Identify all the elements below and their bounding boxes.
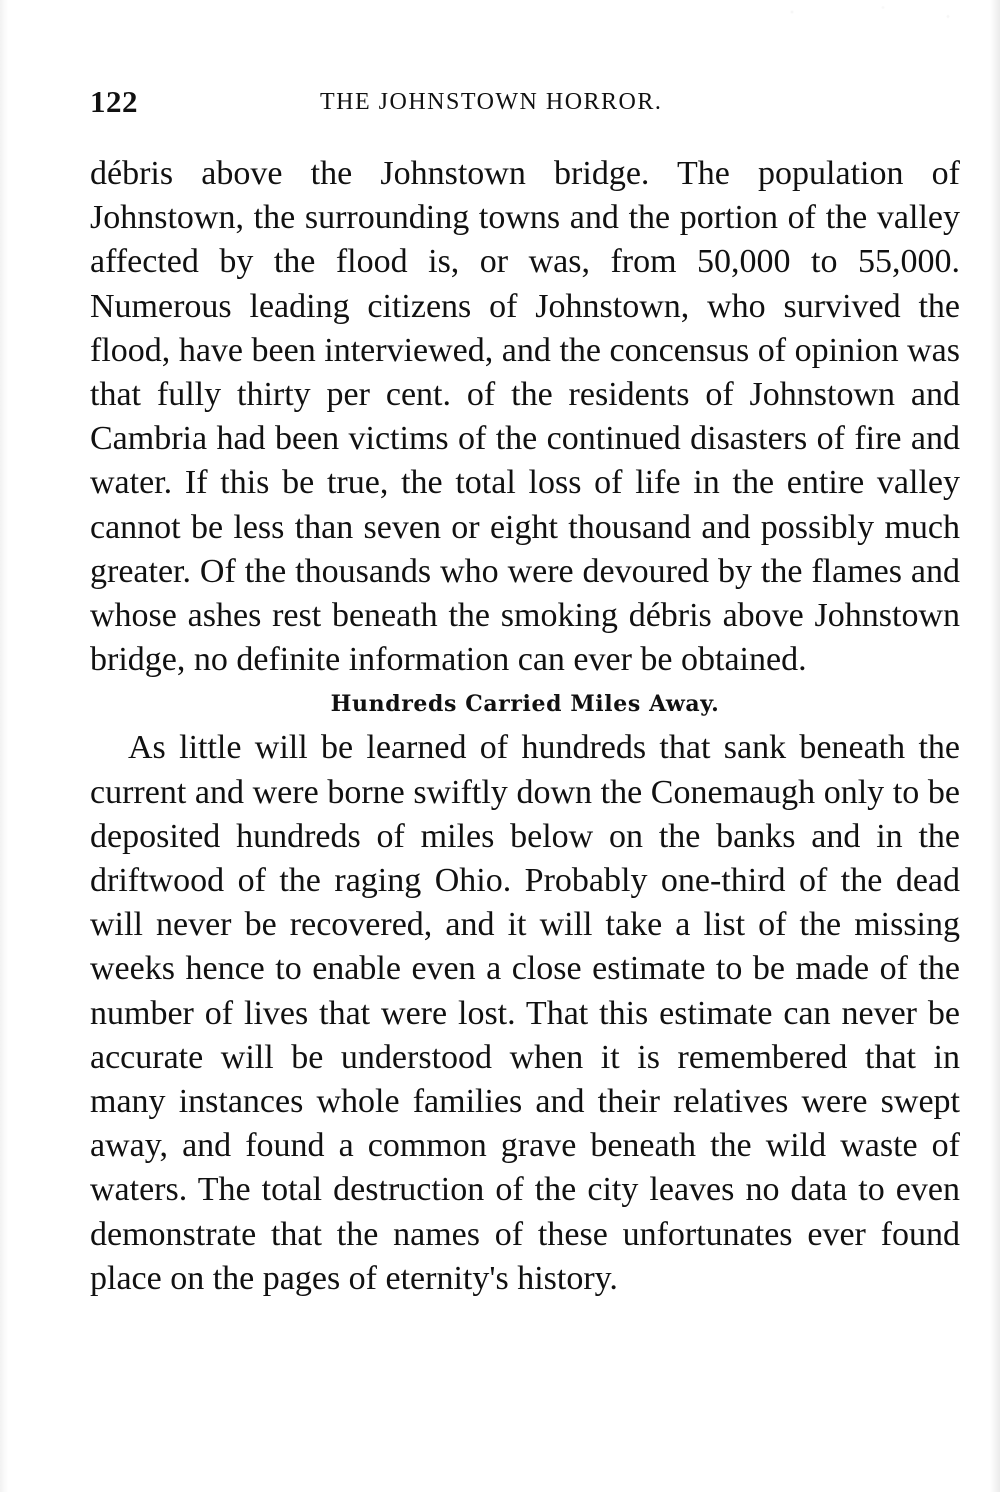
paragraph-2: As little will be learned of hundreds that sank beneath the current and were borne swiftly down the Conemaugh only to be deposited hundreds of miles below on the banks and in the driftwood of the raging Ohio. Probably one-third of the dead will never be recovered, and it will take a list of the missing weeks hence to enable even a close estimate to be made of the number of lives that were lost. That this estimate can never be accurate will be understood when it is remembered that in many instances whole families and their relatives were swept away, and found a common grave beneath the wild waste of waters. The total destruction of the city leaves no data to even demonstrate that the names of these unfortunates ever found place on the pages of eternity's history. [90,729,960,1297]
page-body [90,152,960,1301]
left-page-edge [0,0,8,1492]
page-speckle [740,0,1000,30]
section-heading: Hundreds Carried Miles Away. [330,691,720,718]
page-header [90,84,960,120]
right-page-edge [990,0,1000,1492]
page-number: 122 [90,84,138,119]
paragraph-1: débris above the Johnstown bridge. The population of Johnstown, the surrounding towns and the portion of the valley affected by the flood is, or was, from 50,000 to 55,000. Numerous leading citizens of Johnstown, who survived the flood, have been interviewed, and the concensus of opinion was that fully thirty per cent. of the residents of Johnstown and Cambria had been victims of the continued disasters of fire and water. If this be true, the total loss of life in the entire valley cannot be less than seven or eight thousand and possibly much greater. Of the thousands who were devoured by the flames and whose ashes rest beneath the smoking débris above Johnstown bridge, no definite information can ever be obtained. [90,155,960,679]
running-title: THE JOHNSTOWN HORROR. [320,89,663,115]
